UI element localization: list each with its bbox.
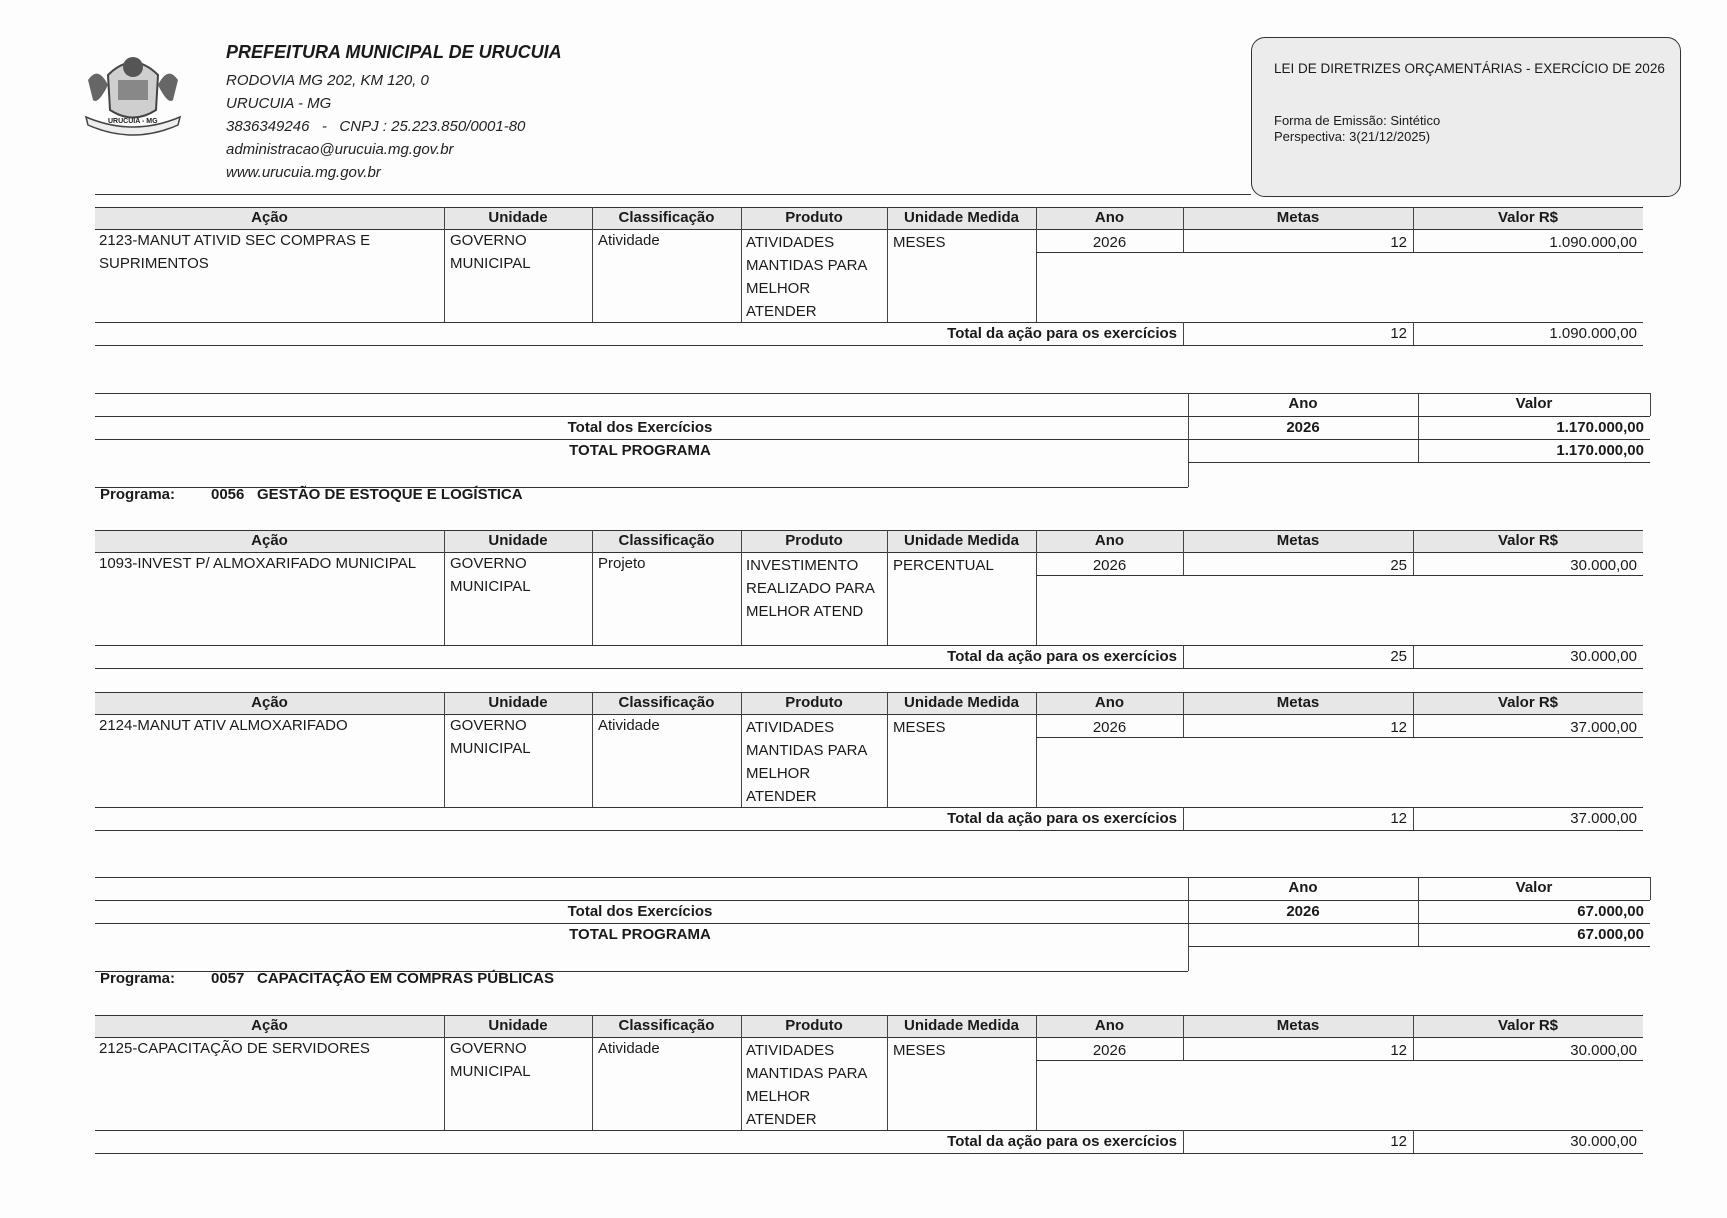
column-divider xyxy=(592,692,593,714)
org-phone-cnpj: 3836349246 - CNPJ : 25.223.850/0001-80 xyxy=(226,118,526,135)
column-divider xyxy=(887,1037,888,1130)
emission-form: Forma de Emissão: Sintético xyxy=(1274,113,1441,128)
action-goal: 12 xyxy=(1390,1042,1407,1059)
table-rule xyxy=(95,345,1643,346)
column-divider xyxy=(887,552,888,645)
column-header-produto: Produto xyxy=(785,532,843,549)
action-name[interactable]: 2125-CAPACITAÇÃO DE SERVIDORES xyxy=(99,1040,370,1057)
action-unit-measure: PERCENTUAL xyxy=(893,557,994,574)
org-name: PREFEITURA MUNICIPAL DE URUCUIA xyxy=(226,42,562,62)
total-exercises-year: 2026 xyxy=(1286,419,1320,436)
column-divider xyxy=(1650,393,1651,416)
column-header-valor: Valor R$ xyxy=(1497,209,1559,226)
total-program-value: 1.170.000,00 xyxy=(1556,442,1644,459)
action-total-label: Total da ação para os exercícios xyxy=(947,1133,1177,1150)
column-header-acao: Ação xyxy=(251,694,288,711)
column-header-unidade: Unidade xyxy=(488,1017,548,1034)
column-header-valor: Valor R$ xyxy=(1497,532,1559,549)
column-divider xyxy=(592,530,593,552)
action-total-value: 30.000,00 xyxy=(1570,1133,1637,1150)
action-total-label: Total da ação para os exercícios xyxy=(947,810,1177,827)
column-divider xyxy=(1183,1015,1184,1037)
municipal-coat-of-arms-logo xyxy=(78,45,188,140)
action-classification: Atividade xyxy=(598,1040,660,1057)
action-total-goal: 12 xyxy=(1390,810,1407,827)
table-rule xyxy=(1188,393,1650,394)
column-divider xyxy=(444,229,445,322)
column-divider xyxy=(444,692,445,714)
action-unit-measure: MESES xyxy=(893,1042,946,1059)
totals-value-header: Valor xyxy=(1515,395,1553,412)
program-label: Programa: xyxy=(100,486,176,503)
column-divider xyxy=(1413,692,1414,714)
table-rule xyxy=(95,830,1643,831)
column-header-metas: Metas xyxy=(1276,1017,1320,1034)
org-city: URUCUIA - MG xyxy=(226,95,332,112)
totals-year-header: Ano xyxy=(1288,395,1318,412)
column-header-ano: Ano xyxy=(1094,1017,1125,1034)
column-divider xyxy=(592,229,593,322)
org-website[interactable]: www.urucuia.mg.gov.br xyxy=(226,164,381,181)
total-program-label: TOTAL PROGRAMA xyxy=(569,926,711,943)
column-divider xyxy=(444,714,445,807)
total-exercises-label: Total dos Exercícios xyxy=(567,419,713,436)
action-goal: 12 xyxy=(1390,719,1407,736)
column-divider xyxy=(1183,530,1184,552)
column-divider xyxy=(1413,530,1414,552)
column-divider xyxy=(444,207,445,229)
action-name[interactable]: 2123-MANUT ATIVID SEC COMPRAS E SUPRIMENTOS xyxy=(99,232,371,272)
column-divider xyxy=(444,552,445,645)
column-header-unidade-medida: Unidade Medida xyxy=(903,532,1019,549)
column-header-acao: Ação xyxy=(251,209,288,226)
table-rule xyxy=(1188,877,1650,878)
column-header-ano: Ano xyxy=(1094,209,1125,226)
column-header-acao: Ação xyxy=(251,1017,288,1034)
report-info-box xyxy=(1251,37,1681,197)
column-divider xyxy=(1650,877,1651,900)
action-year: 2026 xyxy=(1092,234,1127,251)
total-exercises-value: 67.000,00 xyxy=(1577,903,1644,920)
table-rule xyxy=(95,1153,1643,1154)
column-header-metas: Metas xyxy=(1276,209,1320,226)
org-address: RODOVIA MG 202, KM 120, 0 xyxy=(226,72,429,89)
table-rule xyxy=(95,207,1643,208)
action-unit: GOVERNO MUNICIPAL xyxy=(450,717,531,757)
action-unit-measure: MESES xyxy=(893,719,946,736)
table-rule xyxy=(95,1015,1643,1016)
action-product: INVESTIMENTO REALIZADO PARA MELHOR ATEND xyxy=(746,557,875,620)
program-name[interactable]: CAPACITAÇÃO EM COMPRAS PÚBLICAS xyxy=(257,970,554,987)
column-header-unidade: Unidade xyxy=(488,209,548,226)
total-exercises-year: 2026 xyxy=(1286,903,1320,920)
program-code: 0056 xyxy=(211,486,245,503)
action-value: 30.000,00 xyxy=(1570,557,1637,574)
action-classification: Atividade xyxy=(598,717,660,734)
totals-year-header: Ano xyxy=(1288,879,1318,896)
column-divider xyxy=(887,692,888,714)
action-classification: Projeto xyxy=(598,555,646,572)
column-divider xyxy=(444,530,445,552)
column-header-classificacao: Classificação xyxy=(618,694,715,711)
column-header-unidade: Unidade xyxy=(488,694,548,711)
column-divider xyxy=(887,229,888,322)
report-meta xyxy=(1274,113,1440,145)
column-divider xyxy=(741,1037,742,1130)
action-total-value: 1.090.000,00 xyxy=(1549,325,1637,342)
table-rule xyxy=(95,530,1643,531)
column-divider xyxy=(741,692,742,714)
column-divider xyxy=(592,1037,593,1130)
action-goal: 12 xyxy=(1390,234,1407,251)
column-divider xyxy=(1183,207,1184,229)
action-goal: 25 xyxy=(1390,557,1407,574)
action-unit: GOVERNO MUNICIPAL xyxy=(450,1040,531,1080)
action-total-goal: 25 xyxy=(1390,648,1407,665)
column-divider xyxy=(1036,692,1037,714)
report-title: LEI DE DIRETRIZES ORÇAMENTÁRIAS - EXERCÍCIO DE 2026 xyxy=(1274,61,1665,76)
column-divider xyxy=(887,1015,888,1037)
total-program-value: 67.000,00 xyxy=(1577,926,1644,943)
action-name[interactable]: 1093-INVEST P/ ALMOXARIFADO MUNICIPAL xyxy=(99,555,417,572)
table-rule xyxy=(1188,946,1650,947)
action-year: 2026 xyxy=(1092,1042,1127,1059)
column-divider xyxy=(592,207,593,229)
column-header-classificacao: Classificação xyxy=(618,1017,715,1034)
action-unit: GOVERNO MUNICIPAL xyxy=(450,232,531,272)
action-name[interactable]: 2124-MANUT ATIV ALMOXARIFADO xyxy=(99,717,348,734)
perspective: Perspectiva: 3(21/12/2025) xyxy=(1274,129,1431,144)
column-divider xyxy=(741,1015,742,1037)
action-product: ATIVIDADES MANTIDAS PARA MELHOR ATENDER xyxy=(746,234,867,320)
column-header-produto: Produto xyxy=(785,209,843,226)
column-divider xyxy=(592,552,593,645)
column-divider xyxy=(741,207,742,229)
action-value: 30.000,00 xyxy=(1570,1042,1637,1059)
column-divider xyxy=(1036,530,1037,552)
action-total-value: 37.000,00 xyxy=(1570,810,1637,827)
program-code: 0057 xyxy=(211,970,245,987)
column-divider xyxy=(1413,207,1414,229)
total-exercises-value: 1.170.000,00 xyxy=(1556,419,1644,436)
action-value: 1.090.000,00 xyxy=(1549,234,1637,251)
column-divider xyxy=(1183,692,1184,714)
logo-text: URUCUIA - MG xyxy=(108,118,158,125)
action-year: 2026 xyxy=(1092,557,1127,574)
action-total-goal: 12 xyxy=(1390,1133,1407,1150)
program-label: Programa: xyxy=(100,970,176,987)
column-divider xyxy=(887,714,888,807)
action-total-label: Total da ação para os exercícios xyxy=(947,648,1177,665)
org-email[interactable]: administracao@urucuia.mg.gov.br xyxy=(226,141,454,158)
action-value: 37.000,00 xyxy=(1570,719,1637,736)
column-divider xyxy=(741,229,742,322)
column-divider xyxy=(592,714,593,807)
column-header-produto: Produto xyxy=(785,1017,843,1034)
table-rule xyxy=(1188,462,1650,463)
column-header-valor: Valor R$ xyxy=(1497,1017,1559,1034)
action-product: ATIVIDADES MANTIDAS PARA MELHOR ATENDER xyxy=(746,1042,867,1128)
program-name[interactable]: GESTÃO DE ESTOQUE E LOGÍSTICA xyxy=(257,486,523,503)
column-divider xyxy=(887,207,888,229)
column-header-unidade-medida: Unidade Medida xyxy=(903,1017,1019,1034)
column-header-valor: Valor R$ xyxy=(1497,694,1559,711)
column-header-produto: Produto xyxy=(785,694,843,711)
column-divider xyxy=(592,1015,593,1037)
column-divider xyxy=(444,1015,445,1037)
column-divider xyxy=(887,530,888,552)
column-header-classificacao: Classificação xyxy=(618,209,715,226)
table-rule xyxy=(95,877,1188,878)
column-header-acao: Ação xyxy=(251,532,288,549)
column-header-metas: Metas xyxy=(1276,694,1320,711)
table-rule xyxy=(95,393,1188,394)
table-rule xyxy=(95,668,1643,669)
column-header-metas: Metas xyxy=(1276,532,1320,549)
action-classification: Atividade xyxy=(598,232,660,249)
column-header-unidade-medida: Unidade Medida xyxy=(903,694,1019,711)
column-header-ano: Ano xyxy=(1094,532,1125,549)
total-program-label: TOTAL PROGRAMA xyxy=(569,442,711,459)
column-divider xyxy=(741,714,742,807)
action-year: 2026 xyxy=(1092,719,1127,736)
column-header-ano: Ano xyxy=(1094,694,1125,711)
action-unit-measure: MESES xyxy=(893,234,946,251)
total-exercises-label: Total dos Exercícios xyxy=(567,903,713,920)
column-divider xyxy=(1036,1015,1037,1037)
action-product: ATIVIDADES MANTIDAS PARA MELHOR ATENDER xyxy=(746,719,867,805)
table-rule xyxy=(95,692,1643,693)
action-unit: GOVERNO MUNICIPAL xyxy=(450,555,531,595)
column-divider xyxy=(444,1037,445,1130)
column-header-unidade: Unidade xyxy=(488,532,548,549)
action-total-goal: 12 xyxy=(1390,325,1407,342)
totals-value-header: Valor xyxy=(1515,879,1553,896)
column-divider xyxy=(741,552,742,645)
column-divider xyxy=(741,530,742,552)
action-total-label: Total da ação para os exercícios xyxy=(947,325,1177,342)
column-divider xyxy=(1413,1015,1414,1037)
column-header-classificacao: Classificação xyxy=(618,532,715,549)
column-header-unidade-medida: Unidade Medida xyxy=(903,209,1019,226)
action-total-value: 30.000,00 xyxy=(1570,648,1637,665)
header-divider xyxy=(95,194,1251,195)
column-divider xyxy=(1036,207,1037,229)
